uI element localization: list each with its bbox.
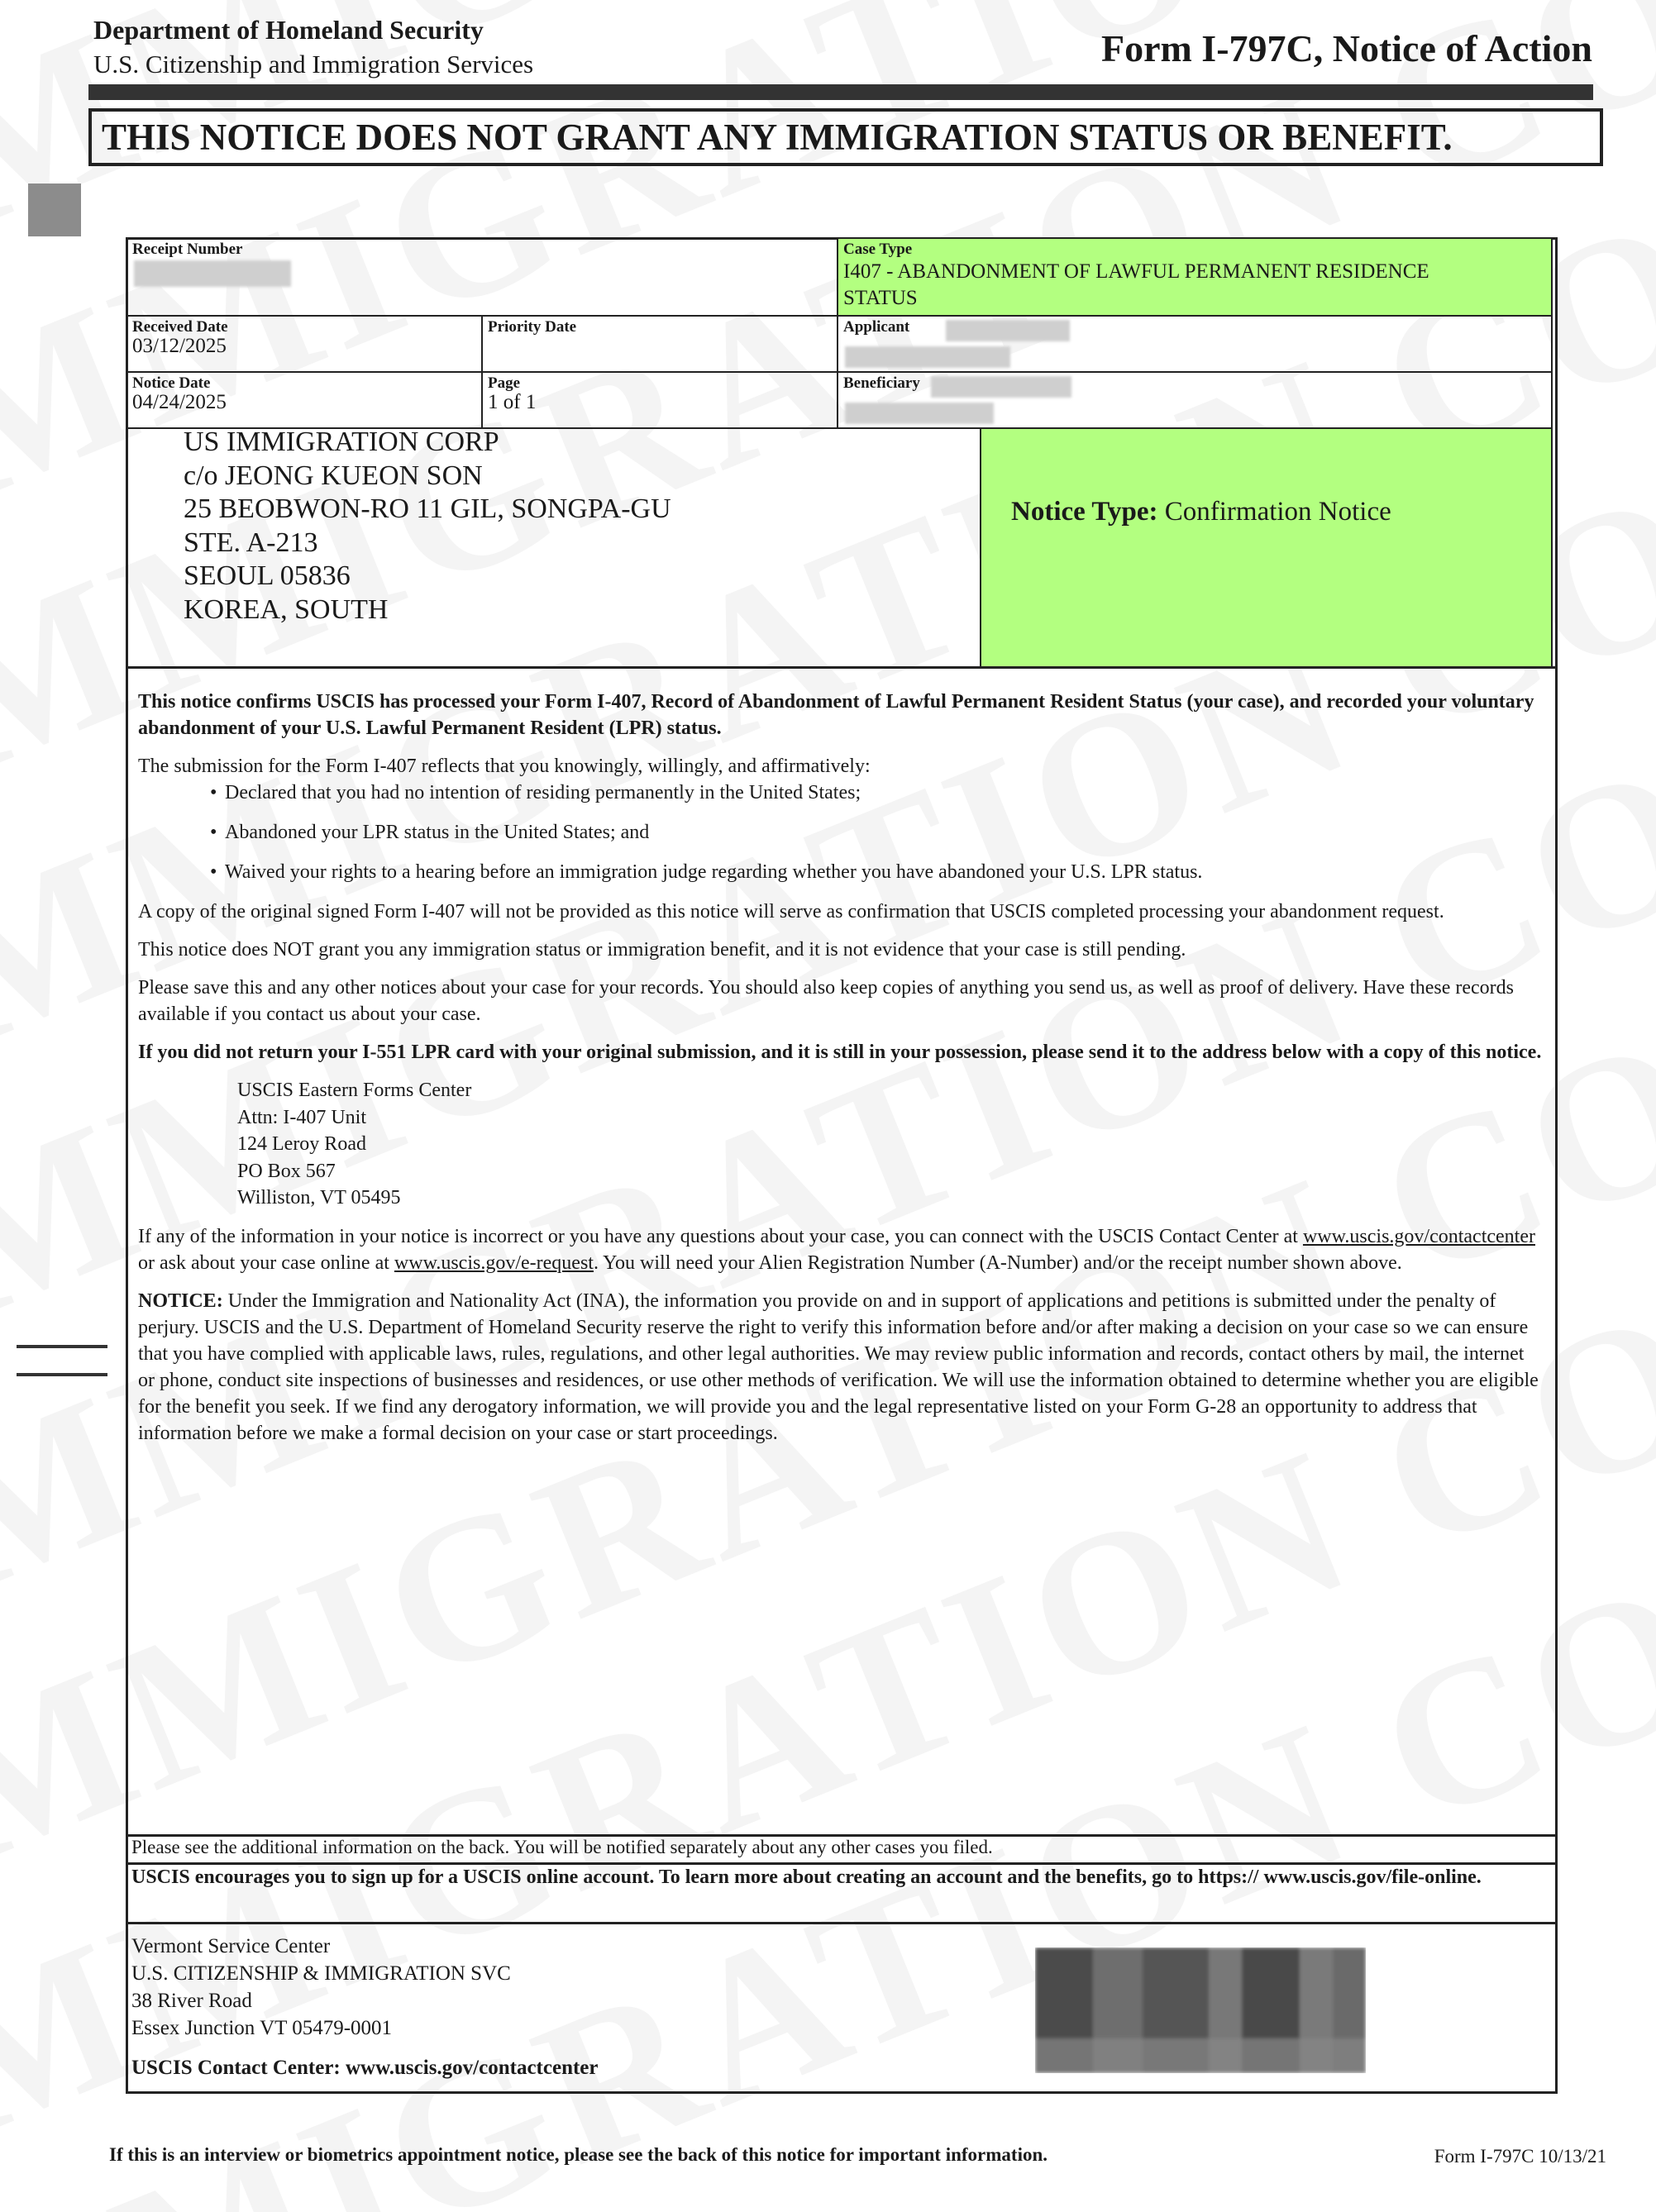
page-value: 1 of 1 <box>488 391 537 413</box>
beneficiary-label: Beneficiary <box>843 374 920 392</box>
applicant-name-redacted <box>946 320 1070 341</box>
applicant-id-redacted <box>845 346 1010 368</box>
contact-text: or ask about your case online at <box>138 1251 394 1274</box>
address-line: Vermont Service Center <box>131 1935 331 1957</box>
notice-date-value: 04/24/2025 <box>132 391 227 413</box>
notice-label: NOTICE: <box>138 1290 223 1312</box>
additional-info-text: Please see the additional information on the back. You will be notified separately about any other cases you filed. <box>131 1837 993 1857</box>
bottom-note: If this is an interview or biometrics appointment notice, please see the back of this notice for important information. <box>109 2144 1048 2165</box>
header-divider-bar <box>88 84 1593 100</box>
address-line: US IMMIGRATION CORP <box>184 427 499 457</box>
list-item: • Abandoned your LPR status in the United States; and <box>225 819 1544 846</box>
forms-center-address <box>138 1077 1544 1212</box>
receipt-number-cell <box>126 237 838 317</box>
online-account-text: USCIS encourages you to sign up for a USCIS online account. To learn more about creating an account and the benefits, go to https:// www.uscis.gov/file-online. <box>131 1866 1482 1888</box>
contact-center-link[interactable]: www.uscis.gov/contactcenter <box>1302 1225 1535 1247</box>
beneficiary-id-redacted <box>845 403 994 424</box>
address-line: Attn: I-407 Unit <box>237 1106 366 1128</box>
agency-name: Department of Homeland Security <box>93 15 484 45</box>
copy-paragraph: A copy of the original signed Form I-407 will not be provided as this notice will serve as confirmation that USCIS completed processing your abandonment request. <box>138 901 1444 922</box>
records-paragraph: Please save this and any other notices about your case for your records. You should also keep copies of anything you send us, as well as proof of delivery. Have these records available if you contact us about your case. <box>138 977 1515 1025</box>
notice-date-cell <box>126 371 483 429</box>
section-divider <box>126 666 1555 669</box>
priority-date-label: Priority Date <box>488 318 577 336</box>
address-line: KOREA, SOUTH <box>184 594 389 625</box>
page-cell <box>481 371 838 429</box>
mailing-address <box>184 426 671 627</box>
form-edition: Form I-797C 10/13/21 <box>1434 2146 1606 2167</box>
sub-agency-name: U.S. Citizenship and Immigration Services <box>93 50 534 79</box>
ina-notice-paragraph <box>138 1288 1544 1447</box>
form-title: Form I-797C, Notice of Action <box>1100 27 1592 69</box>
address-line: Essex Junction VT 05479-0001 <box>131 2017 393 2039</box>
case-type-label: Case Type <box>843 241 913 258</box>
received-date-label: Received Date <box>132 318 228 336</box>
address-line: Williston, VT 05495 <box>237 1187 401 1208</box>
edge-tick-mark <box>17 1373 107 1376</box>
scan-registration-mark <box>28 184 81 236</box>
receipt-number-redacted <box>134 260 291 287</box>
redacted-barcode <box>1035 1947 1366 2073</box>
list-item: • Waived your rights to a hearing before an immigration judge regarding whether you have abandoned your U.S. LPR status. <box>225 859 1544 885</box>
notice-text: Under the Immigration and Nationality Act (INA), the information you provide on and in support of applications and petitions is submitted under the penalty of perjury. USCIS and the U.S. Department of Homeland Security reserve the right to verify this information before and/or after making a decision on your case so we can ensure that you have complied with applicable laws, rules, regulations, and other legal authorities. We may review public information and records, contact others by mail, the internet or phone, conduct site inspections of businesses and residences, or use other methods of verification. We will use the information obtained to determine whether you are eligible for the benefit you seek. If we find any derogatory information, we will provide you and the legal representative listed on your Form G-28 an opportunity to address that information before we make a formal decision on your case or start proceedings. <box>138 1290 1539 1444</box>
contact-center-line: USCIS Contact Center: www.uscis.gov/contactcenter <box>131 2057 599 2079</box>
notice-body <box>138 689 1544 1458</box>
notice-type <box>1011 497 1391 527</box>
contact-paragraph <box>138 1223 1544 1276</box>
priority-date-cell <box>481 315 838 373</box>
receipt-number-label: Receipt Number <box>132 241 243 258</box>
notice-type-label: Notice Type: <box>1011 497 1158 527</box>
beneficiary-name-redacted <box>931 376 1071 398</box>
notice-type-box <box>980 427 1553 668</box>
applicant-cell <box>837 315 1553 373</box>
case-type-value: I407 - ABANDONMENT OF LAWFUL PERMANENT RESIDENCE STATUS <box>843 260 1429 309</box>
page-label: Page <box>488 374 521 392</box>
applicant-label: Applicant <box>843 318 910 336</box>
e-request-link[interactable]: www.uscis.gov/e-request <box>394 1251 594 1274</box>
contact-text: . You will need your Alien Registration Number (A-Number) and/or the receipt number shown above. <box>593 1251 1402 1274</box>
service-center-address <box>131 1933 511 2042</box>
notice-banner: THIS NOTICE DOES NOT GRANT ANY IMMIGRATION STATUS OR BENEFIT. <box>88 108 1603 166</box>
address-line: c/o JEONG KUEON SON <box>184 460 483 491</box>
address-line: PO Box 567 <box>237 1160 336 1182</box>
notice-type-value: Confirmation Notice <box>1164 497 1391 527</box>
beneficiary-cell <box>837 371 1553 429</box>
no-grant-paragraph: This notice does NOT grant you any immigration status or immigration benefit, and it is not evidence that your case is still pending. <box>138 939 1186 961</box>
notice-date-label: Notice Date <box>132 374 211 392</box>
return-card-paragraph: If you did not return your I-551 LPR card with your original submission, and it is still in your possession, please send it to the address below with a copy of this notice. <box>138 1042 1542 1063</box>
received-date-cell <box>126 315 483 373</box>
confirmation-paragraph: This notice confirms USCIS has processed your Form I-407, Record of Abandonment of Lawful Permanent Resident Status (your case), and recorded your voluntary abandonment of your U.S. Lawful Permanent Resident (LPR) status. <box>138 691 1534 739</box>
declaration-list <box>138 779 1544 885</box>
received-date-value: 03/12/2025 <box>132 335 227 357</box>
address-line: SEOUL 05836 <box>184 560 351 591</box>
submission-intro: The submission for the Form I-407 reflects that you knowingly, willingly, and affirmatively: <box>138 756 871 777</box>
address-line: 124 Leroy Road <box>237 1133 366 1155</box>
address-line: USCIS Eastern Forms Center <box>237 1080 472 1101</box>
address-line: 38 River Road <box>131 1990 252 2012</box>
list-item: • Declared that you had no intention of residing permanently in the United States; <box>225 779 1544 806</box>
address-line: 25 BEOBWON-RO 11 GIL, SONGPA-GU <box>184 493 671 524</box>
footer-divider <box>126 1922 1555 1924</box>
address-line: U.S. CITIZENSHIP & IMMIGRATION SVC <box>131 1962 511 1985</box>
contact-text: If any of the information in your notice is incorrect or you have any questions about your case, you can connect with the USCIS Contact Center at <box>138 1225 1303 1247</box>
address-line: STE. A-213 <box>184 527 318 558</box>
case-type-cell <box>837 237 1553 317</box>
edge-tick-mark <box>17 1345 107 1348</box>
